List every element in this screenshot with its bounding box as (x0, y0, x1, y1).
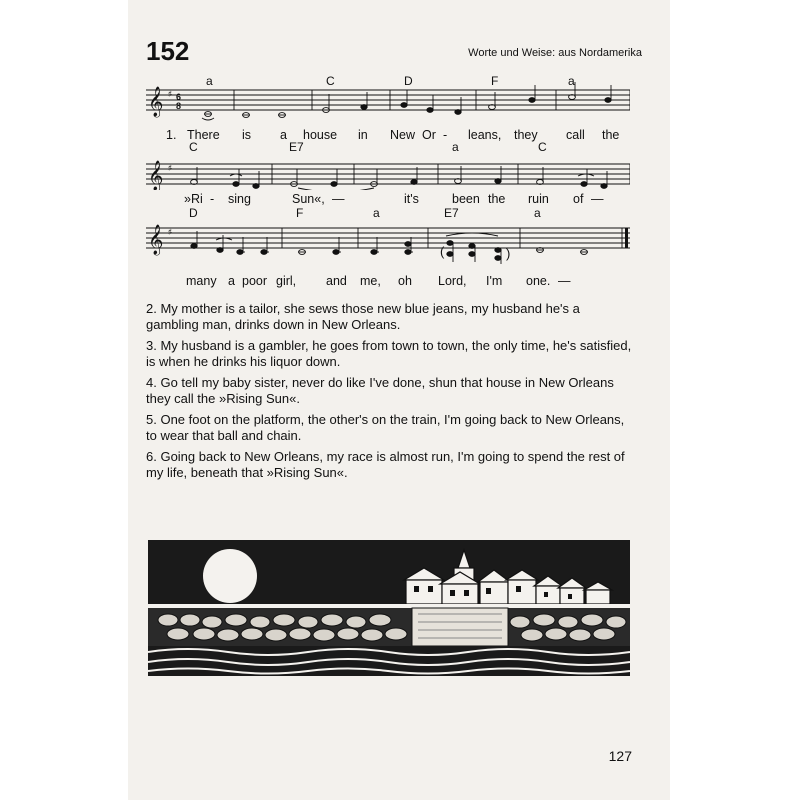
chord-symbol: a (206, 74, 213, 88)
chord-symbol: C (538, 140, 547, 154)
chord-symbols-2 (189, 140, 547, 154)
music-system-2 (146, 140, 630, 190)
lyric-syllable: sing (228, 192, 251, 206)
svg-text:6: 6 (176, 92, 182, 102)
lyric-syllable: Lord, (438, 274, 467, 288)
lyric-syllable: Or (422, 128, 436, 142)
lyric-syllable: poor (242, 274, 268, 288)
verse-number: 1. (166, 128, 177, 142)
chord-symbol: a (452, 140, 459, 154)
lyric-syllable: me, (360, 274, 381, 288)
lyric-syllable: in (358, 128, 368, 142)
chord-symbol: a (534, 206, 541, 220)
additional-verses (146, 301, 632, 486)
lyric-syllable: the (602, 128, 620, 142)
chord-symbol: E7 (289, 140, 304, 154)
lyric-syllable: is (242, 128, 252, 142)
chord-symbol: C (189, 140, 198, 154)
lyric-hyphen: - (210, 192, 215, 206)
lyric-syllable: ruin (528, 192, 549, 206)
chord-symbol: F (491, 74, 499, 88)
svg-text:): ) (506, 246, 511, 261)
lyric-hyphen: - (443, 128, 448, 142)
svg-text:8: 8 (176, 101, 182, 111)
village-illustration (148, 540, 630, 676)
lyric-syllable: a (280, 128, 287, 142)
treble-clef-icon: 𝄞 (148, 87, 164, 117)
staff-2 (146, 140, 630, 190)
staff-1 (146, 74, 630, 126)
music-system-3 (146, 206, 630, 270)
verse-4: 4. Go tell my baby sister, never do like I've done, shun that house in New Orleans they call the »Rising Sun«. (146, 375, 614, 406)
song-number: 152 (146, 36, 190, 66)
chord-symbol: a (568, 74, 575, 88)
lyric-syllable: they (514, 128, 538, 142)
lyric-syllable: New (390, 128, 416, 142)
chord-symbols-1 (206, 74, 575, 88)
key-sharp-icon: ♯ (168, 165, 172, 172)
chord-symbol: F (296, 206, 304, 220)
lyric-extender: — (591, 192, 604, 206)
treble-clef-icon: 𝄞 (148, 161, 164, 190)
song-credit: Worte und Weise: aus Nordamerika (468, 47, 642, 59)
page-number: 127 (608, 748, 632, 764)
lyric-syllable: There (187, 128, 220, 142)
lyric-syllable: many (186, 274, 217, 288)
lyric-syllable: house (303, 128, 338, 142)
lyric-syllable: it's (404, 192, 419, 206)
lyrics-line-3 (146, 274, 630, 290)
lyric-syllable: leans, (468, 128, 502, 142)
lyric-syllable: of (573, 192, 584, 206)
lyric-extender: — (332, 192, 345, 206)
lyric-syllable: one. (526, 274, 551, 288)
music-system-1 (146, 74, 630, 126)
lyric-syllable: and (326, 274, 347, 288)
night-village-image (148, 540, 630, 676)
full-moon-icon (203, 549, 257, 603)
verse-5: 5. One foot on the platform, the other's on the train, I'm going back to New Orleans, to wear that ball and chain. (146, 412, 625, 443)
treble-clef-icon: 𝄞 (148, 225, 164, 255)
key-sharp-icon: ♯ (168, 91, 172, 98)
lyric-syllable: been (452, 192, 480, 206)
lyric-syllable: call (566, 128, 585, 142)
lyric-extender: — (558, 274, 571, 288)
verse-2: 2. My mother is a tailor, she sews those new blue jeans, my husband he's a gambling man, drinks down in New Orleans. (146, 301, 580, 332)
svg-text:(: ( (440, 244, 445, 259)
verse-3: 3. My husband is a gambler, he goes from town to town, the only time, he's satisfied, is when he drinks his liquor down. (146, 338, 632, 369)
chord-symbols-3 (189, 206, 541, 220)
key-sharp-icon: ♯ (168, 229, 172, 236)
lyric-syllable: girl, (276, 274, 297, 288)
chord-symbol: a (373, 206, 380, 220)
lyric-syllable: I'm (486, 274, 503, 288)
lyric-syllable: the (488, 192, 506, 206)
staff-3 (146, 206, 630, 270)
chord-symbol: C (326, 74, 335, 88)
lyric-syllable: »Ri (184, 192, 203, 206)
chord-symbol: D (189, 206, 198, 220)
lyric-syllable: a (228, 274, 235, 288)
chord-symbol: E7 (444, 206, 459, 220)
chord-symbol: D (404, 74, 413, 88)
lyric-syllable: oh (398, 274, 412, 288)
verse-6: 6. Going back to New Orleans, my race is almost run, I'm going to spend the rest of my life, beneath that »Rising Sun«. (146, 449, 625, 480)
lyric-syllable: Sun«, (292, 192, 325, 206)
